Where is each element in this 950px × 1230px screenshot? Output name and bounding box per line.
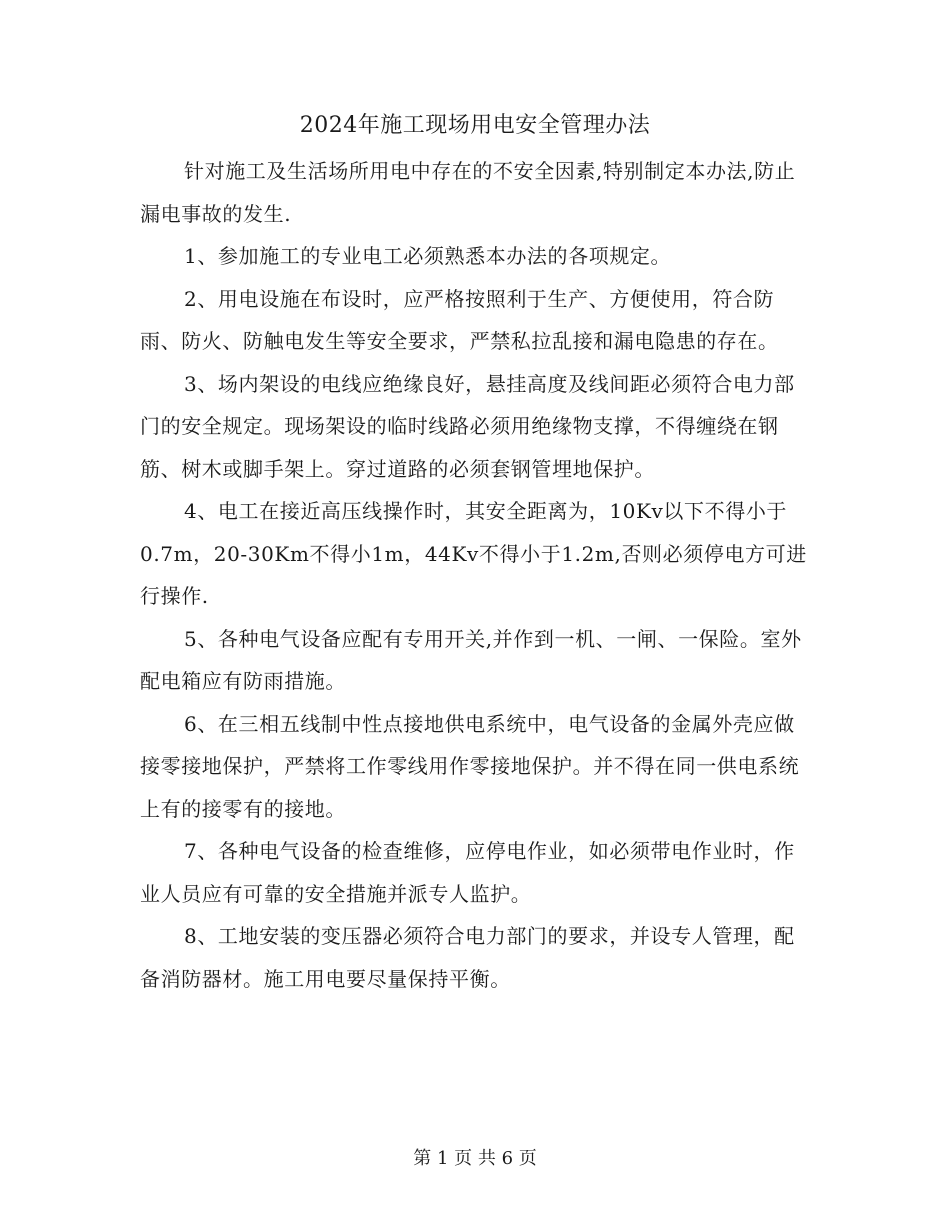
document-body: [140, 150, 812, 1000]
rule-paragraph-4: 4、电工在接近高压线操作时，其安全距离为，10Kv以下不得小于0.7m，20-30Km不得小1m，44Kv不得小于1.2m,否则必须停电方可进行操作.: [140, 499, 807, 608]
rule-paragraph-1: 1、参加施工的专业电工必须熟悉本办法的各项规定。: [184, 244, 672, 268]
rule-paragraph-7: 7、各种电气设备的检查维修，应停电作业，如必须带电作业时，作业人员应有可靠的安全措施并派专人监护。: [140, 839, 795, 906]
rule-paragraph-2: 2、用电设施在布设时，应严格按照利于生产、方便使用，符合防雨、防火、防触电发生等安全要求，严禁私拉乱接和漏电隐患的存在。: [140, 286, 779, 353]
page-number-footer: 第 1 页 共 6 页: [413, 1148, 537, 1169]
document-title: 2024年施工现场用电安全管理办法: [299, 113, 651, 138]
rule-paragraph-8: 8、工地安装的变压器必须符合电力部门的要求，并设专人管理，配备消防器材。施工用电要尽量保持平衡。: [140, 924, 795, 991]
rule-paragraph-3: 3、场内架设的电线应绝缘良好，悬挂高度及线间距必须符合电力部门的安全规定。现场架设的临时线路必须用绝缘物支撑，不得缠绕在钢筋、树木或脚手架上。穿过道路的必须套钢管埋地保护。: [140, 371, 795, 481]
intro-paragraph: 针对施工及生活场所用电中存在的不安全因素,特别制定本办法,防止漏电事故的发生.: [140, 159, 796, 226]
rule-paragraph-6: 6、在三相五线制中性点接地供电系统中，电气设备的金属外壳应做接零接地保护，严禁将工作零线用作零接地保护。并不得在同一供电系统上有的接零有的接地。: [140, 711, 800, 821]
rule-paragraph-5: 5、各种电气设备应配有专用开关,并作到一机、一闸、一保险。室外配电箱应有防雨措施。: [140, 626, 802, 693]
